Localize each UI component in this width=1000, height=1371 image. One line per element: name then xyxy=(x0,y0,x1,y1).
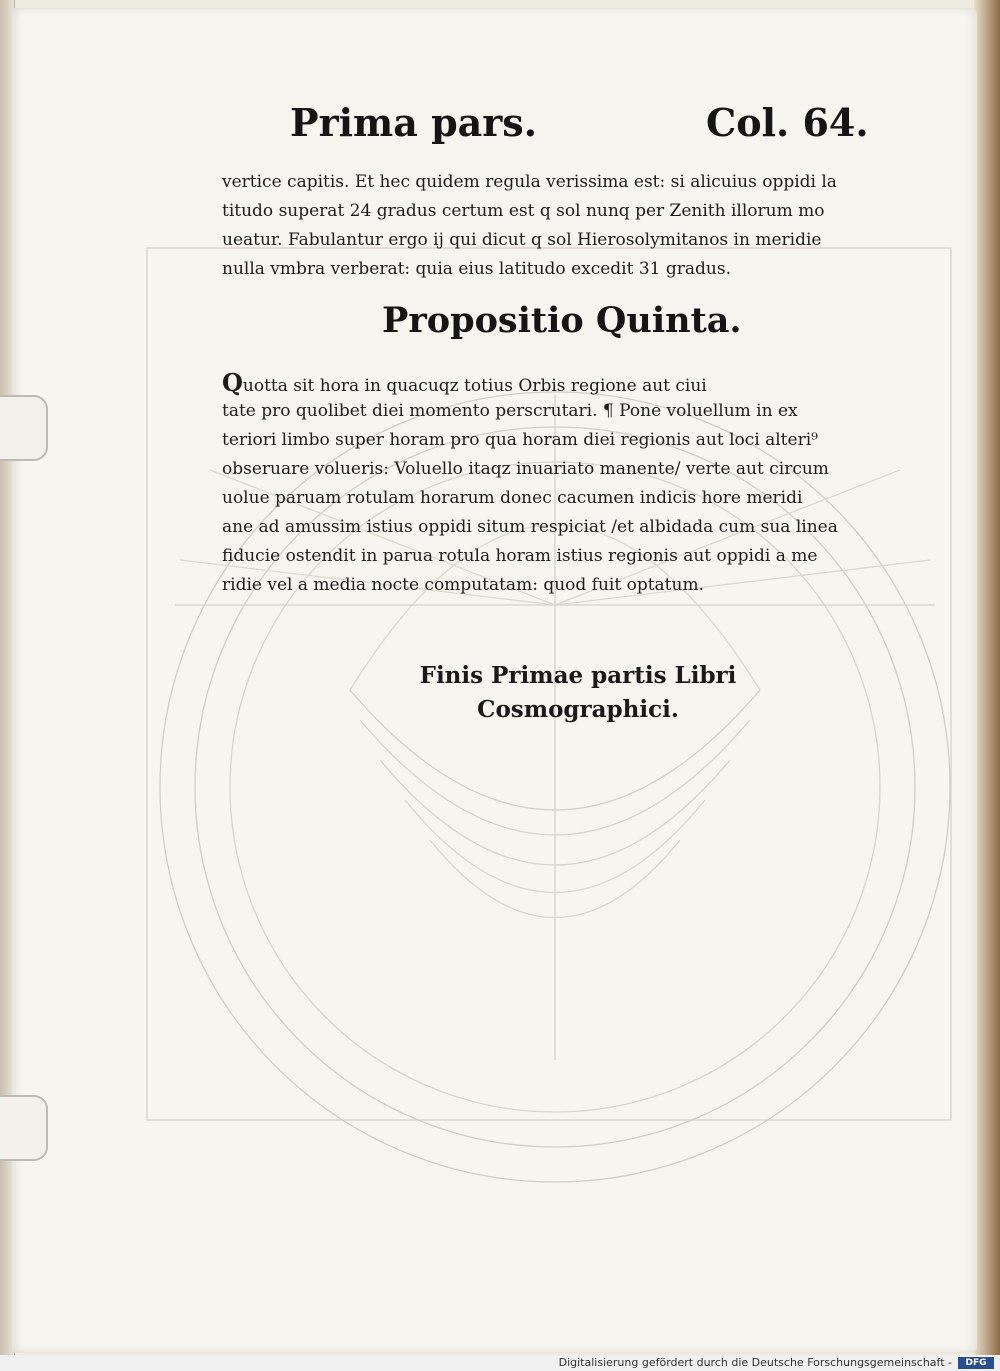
running-head-left: Prima pars. xyxy=(290,100,537,145)
paragraph-1 xyxy=(222,168,942,284)
footer-credit: Digitalisierung gefördert durch die Deutsche Forschungsgemeinschaft - xyxy=(558,1356,952,1369)
lead-letter: Q xyxy=(222,368,243,397)
text-line: nulla vmbra verberat: quia eius latitudo excedit 31 gradus. xyxy=(222,259,731,279)
text-line: uolue paruam rotulam horarum donec cacumen indicis hore meridi xyxy=(222,488,803,508)
text-line: uotta sit hora in quacuqz totius Orbis regione aut ciui xyxy=(242,376,707,396)
text-line: titudo superat 24 gradus certum est q sol nunq per Zenith illorum mo xyxy=(222,201,825,221)
text-line: ridie vel a media nocte computatam: quod fuit optatum. xyxy=(222,575,704,595)
text-line: tate pro quolibet diei momento perscrutari. ¶ Pone voluellum in ex xyxy=(222,401,798,421)
paragraph-2 xyxy=(222,368,942,600)
colophon xyxy=(418,659,738,727)
dfg-logo-badge: DFG xyxy=(958,1357,994,1369)
running-head-right: Col. 64. xyxy=(706,100,869,145)
text-line: ueatur. Fabulantur ergo ij qui dicut q sol Hierosolymitanos in meridie xyxy=(222,230,822,250)
text-line-first xyxy=(222,368,942,397)
text-line: teriori limbo super horam pro qua horam diei regionis aut loci alteri⁹ xyxy=(222,430,818,450)
section-heading: Propositio Quinta. xyxy=(382,300,742,341)
colophon-line: Cosmographici. xyxy=(477,696,679,723)
text-line: vertice capitis. Et hec quidem regula verissima est: si alicuius oppidi la xyxy=(222,172,837,192)
text-line: obseruare volueris: Voluello itaqz inuariato manente/ verte aut circum xyxy=(222,459,829,479)
colophon-line: Finis Primae partis Libri xyxy=(419,662,737,689)
text-line: fiducie ostendit in parua rotula horam istius regionis aut oppidi a me xyxy=(222,546,818,566)
text-line: ane ad amussim istius oppidi situm respiciat /et albidada cum sua linea xyxy=(222,517,838,537)
